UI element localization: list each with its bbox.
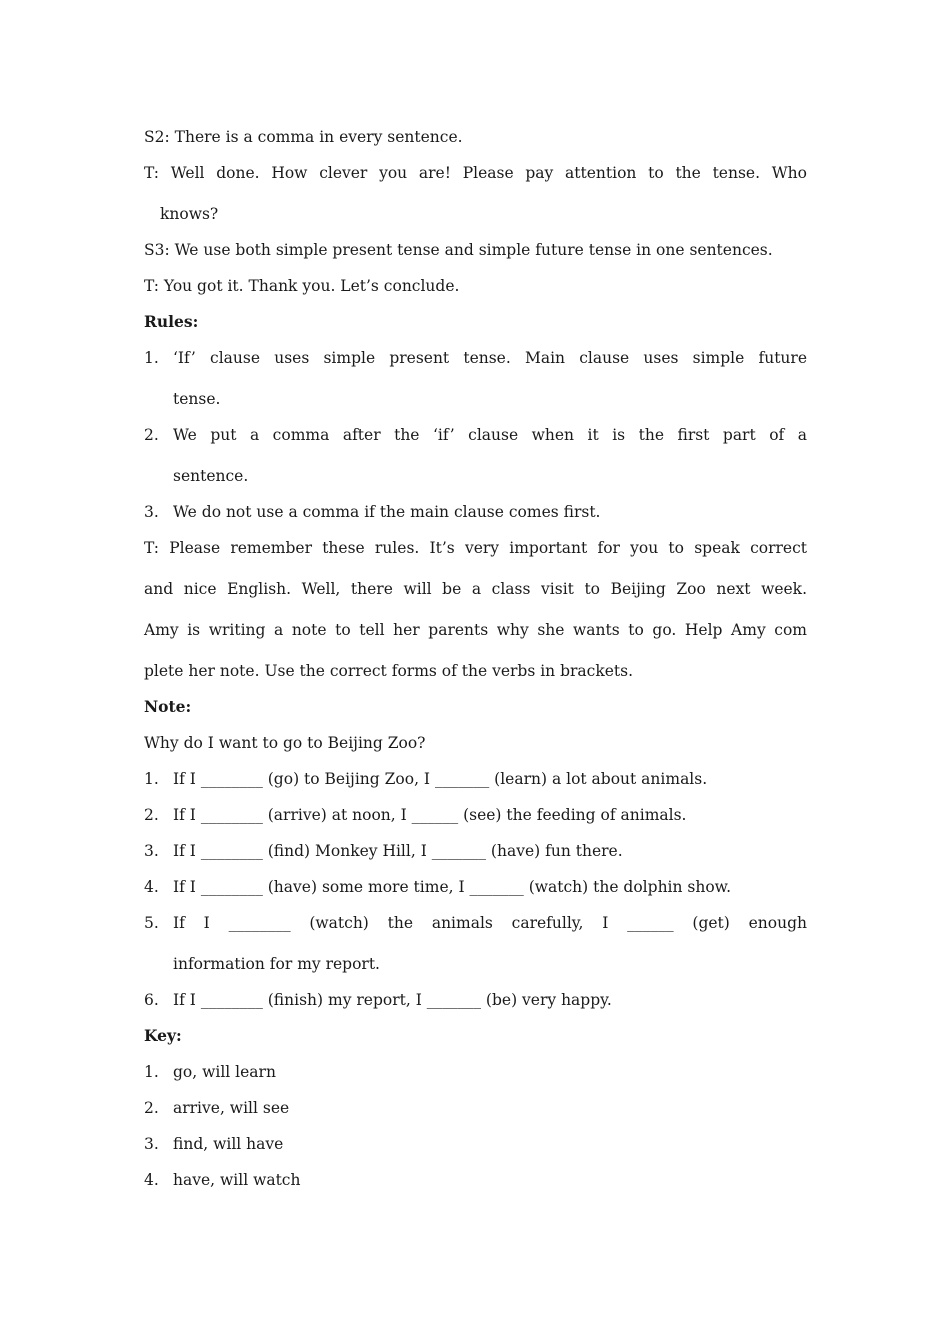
rule-text: We do not use a comma if the main clause comes first. bbox=[173, 503, 601, 521]
note-question: Why do I want to go to Beijing Zoo? bbox=[144, 734, 426, 752]
exercise-text: If I ________ (watch) the animals carefully, I ______ (get) enough bbox=[173, 914, 807, 932]
key-number: 4. bbox=[144, 1171, 159, 1189]
rule-number: 3. bbox=[144, 503, 159, 521]
exercise-text: If I ________ (go) to Beijing Zoo, I _______ (learn) a lot about animals. bbox=[173, 770, 708, 788]
dialogue-s2: S2: There is a comma in every sentence. bbox=[144, 128, 463, 146]
rule-text-cont: sentence. bbox=[173, 467, 249, 485]
key-item bbox=[144, 1170, 807, 1190]
rule-text-cont: tense. bbox=[173, 390, 221, 408]
exercise-item bbox=[144, 805, 807, 825]
key-number: 1. bbox=[144, 1063, 159, 1081]
dialogue-t2: T: You got it. Thank you. Let’s conclude. bbox=[144, 277, 460, 295]
key-heading: Key: bbox=[144, 1026, 182, 1045]
exercise-item bbox=[144, 877, 807, 897]
exercise-text: If I ________ (arrive) at noon, I ______ (see) the feeding of animals. bbox=[173, 806, 687, 824]
rules-heading: Rules: bbox=[144, 312, 199, 331]
dialogue-t1-cont: knows? bbox=[160, 205, 219, 223]
exercise-number: 5. bbox=[144, 914, 159, 932]
note-heading: Note: bbox=[144, 697, 192, 716]
exercise-text-cont: information for my report. bbox=[173, 955, 380, 973]
exercise-item bbox=[144, 990, 807, 1010]
rule-number: 1. bbox=[144, 349, 159, 367]
key-item bbox=[144, 1098, 807, 1118]
rule-text: ‘If’ clause uses simple present tense. Main clause uses simple future bbox=[173, 349, 807, 367]
key-answer: find, will have bbox=[173, 1135, 284, 1153]
exercise-text: If I ________ (have) some more time, I _______ (watch) the dolphin show. bbox=[173, 878, 732, 896]
exercise-number: 3. bbox=[144, 842, 159, 860]
key-item bbox=[144, 1062, 807, 1082]
exercise-item bbox=[144, 841, 807, 861]
key-answer: arrive, will see bbox=[173, 1099, 290, 1117]
dialogue-t1: T: Well done. How clever you are! Please pay attention to the tense. Who bbox=[144, 164, 807, 182]
key-answer: have, will watch bbox=[173, 1171, 301, 1189]
teacher-paragraph-line: Amy is writing a note to tell her parents why she wants to go. Help Amy com bbox=[144, 621, 807, 639]
rule-number: 2. bbox=[144, 426, 159, 444]
rule-item bbox=[144, 502, 807, 522]
rule-text: We put a comma after the ‘if’ clause when it is the first part of a bbox=[173, 426, 807, 444]
exercise-number: 2. bbox=[144, 806, 159, 824]
exercise-text: If I ________ (finish) my report, I _______ (be) very happy. bbox=[173, 991, 612, 1009]
key-item bbox=[144, 1134, 807, 1154]
exercise-number: 1. bbox=[144, 770, 159, 788]
exercise-number: 4. bbox=[144, 878, 159, 896]
teacher-paragraph-line: and nice English. Well, there will be a class visit to Beijing Zoo next week. bbox=[144, 580, 807, 598]
rule-item bbox=[144, 348, 807, 368]
exercise-item bbox=[144, 769, 807, 789]
exercise-item bbox=[144, 913, 807, 933]
rule-item bbox=[144, 425, 807, 445]
teacher-paragraph-line: T: Please remember these rules. It’s very important for you to speak correct bbox=[144, 539, 807, 557]
exercise-number: 6. bbox=[144, 991, 159, 1009]
key-number: 2. bbox=[144, 1099, 159, 1117]
key-answer: go, will learn bbox=[173, 1063, 276, 1081]
teacher-paragraph-line: plete her note. Use the correct forms of the verbs in brackets. bbox=[144, 662, 634, 680]
dialogue-s3: S3: We use both simple present tense and simple future tense in one sentences. bbox=[144, 241, 773, 259]
exercise-text: If I ________ (find) Monkey Hill, I _______ (have) fun there. bbox=[173, 842, 623, 860]
key-number: 3. bbox=[144, 1135, 159, 1153]
